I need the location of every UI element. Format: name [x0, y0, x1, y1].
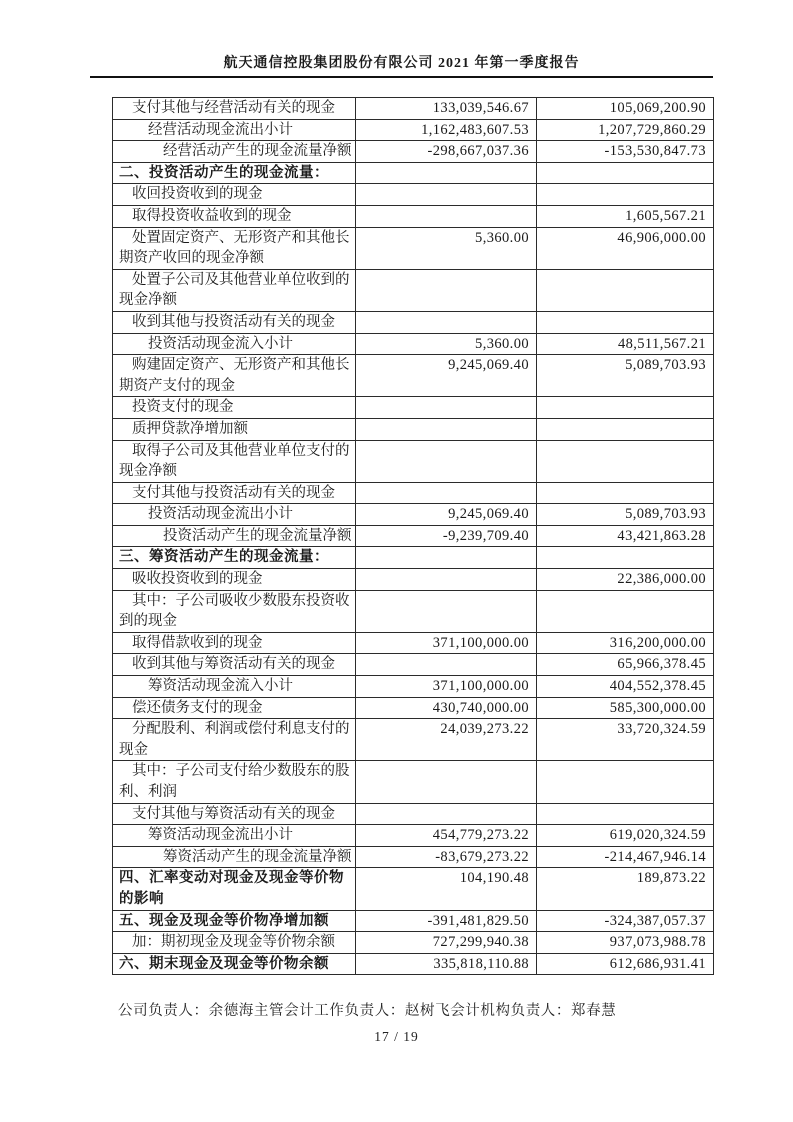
row-value-current: 133,039,546.67 [356, 98, 537, 120]
page-number: 17 / 19 [374, 1029, 419, 1044]
row-label: 三、筹资活动产生的现金流量： [113, 547, 356, 569]
row-value-current [356, 547, 537, 569]
row-value-prior: 404,552,378.45 [537, 676, 714, 698]
table-row [113, 311, 714, 333]
table-row [113, 590, 714, 632]
table-row [113, 846, 714, 868]
row-value-current: 335,818,110.88 [356, 953, 537, 975]
row-value-prior: -153,530,847.73 [537, 141, 714, 163]
row-value-current: -9,239,709.40 [356, 525, 537, 547]
table-row [113, 761, 714, 803]
row-value-current [356, 269, 537, 311]
row-label: 五、现金及现金等价物净增加额 [113, 910, 356, 932]
row-value-current: 727,299,940.38 [356, 932, 537, 954]
row-label: 四、汇率变动对现金及现金等价物的影响 [113, 868, 356, 910]
row-value-prior: 65,966,378.45 [537, 654, 714, 676]
table-row [113, 440, 714, 482]
row-label: 经营活动现金流出小计 [113, 119, 356, 141]
table-row [113, 825, 714, 847]
header-rule [90, 76, 713, 78]
row-label: 经营活动产生的现金流量净额 [113, 141, 356, 163]
table-row [113, 418, 714, 440]
table-row [113, 141, 714, 163]
row-label: 其中：子公司吸收少数股东投资收到的现金 [113, 590, 356, 632]
row-label: 分配股利、利润或偿付利息支付的现金 [113, 719, 356, 761]
row-value-current: 24,039,273.22 [356, 719, 537, 761]
row-value-prior [537, 482, 714, 504]
row-value-current: 9,245,069.40 [356, 355, 537, 397]
row-value-prior: 48,511,567.21 [537, 333, 714, 355]
row-value-prior: 5,089,703.93 [537, 355, 714, 397]
table-row [113, 569, 714, 591]
row-value-current [356, 803, 537, 825]
table-row [113, 205, 714, 227]
table-row [113, 803, 714, 825]
row-label: 取得借款收到的现金 [113, 632, 356, 654]
table-row [113, 910, 714, 932]
row-value-prior: 612,686,931.41 [537, 953, 714, 975]
row-value-prior [537, 162, 714, 184]
table-row [113, 932, 714, 954]
table-row [113, 525, 714, 547]
row-value-current [356, 654, 537, 676]
table-row [113, 184, 714, 206]
cash-flow-table-body [113, 98, 714, 975]
table-row [113, 697, 714, 719]
table-row [113, 98, 714, 120]
cash-flow-table [112, 97, 714, 975]
row-value-current: -83,679,273.22 [356, 846, 537, 868]
report-title: 航天通信控股集团股份有限公司 2021 年第一季度报告 [223, 56, 580, 71]
row-label: 收到其他与筹资活动有关的现金 [113, 654, 356, 676]
row-label: 筹资活动现金流入小计 [113, 676, 356, 698]
row-value-prior: 189,873.22 [537, 868, 714, 910]
row-label: 质押贷款净增加额 [113, 418, 356, 440]
row-value-prior [537, 269, 714, 311]
row-value-prior [537, 311, 714, 333]
row-value-prior: 33,720,324.59 [537, 719, 714, 761]
row-value-current [356, 162, 537, 184]
table-row [113, 654, 714, 676]
row-label: 加：期初现金及现金等价物余额 [113, 932, 356, 954]
row-label: 投资活动产生的现金流量净额 [113, 525, 356, 547]
row-label: 处置子公司及其他营业单位收到的现金净额 [113, 269, 356, 311]
row-value-current [356, 482, 537, 504]
row-label: 其中：子公司支付给少数股东的股利、利润 [113, 761, 356, 803]
table-row [113, 504, 714, 526]
row-value-current: 1,162,483,607.53 [356, 119, 537, 141]
row-label: 收到其他与投资活动有关的现金 [113, 311, 356, 333]
row-label: 支付其他与投资活动有关的现金 [113, 482, 356, 504]
row-value-current [356, 311, 537, 333]
row-value-prior: 43,421,863.28 [537, 525, 714, 547]
row-label: 六、期末现金及现金等价物余额 [113, 953, 356, 975]
row-value-prior [537, 397, 714, 419]
row-value-current: 454,779,273.22 [356, 825, 537, 847]
row-label: 收回投资收到的现金 [113, 184, 356, 206]
table-row [113, 719, 714, 761]
row-value-prior [537, 761, 714, 803]
row-value-prior [537, 803, 714, 825]
row-value-current [356, 569, 537, 591]
row-value-current [356, 440, 537, 482]
row-value-current: -391,481,829.50 [356, 910, 537, 932]
row-label: 投资活动现金流入小计 [113, 333, 356, 355]
row-value-prior: 46,906,000.00 [537, 227, 714, 269]
row-label: 投资活动现金流出小计 [113, 504, 356, 526]
row-value-current [356, 590, 537, 632]
table-row [113, 868, 714, 910]
row-label: 支付其他与筹资活动有关的现金 [113, 803, 356, 825]
row-value-prior: 22,386,000.00 [537, 569, 714, 591]
row-label: 筹资活动现金流出小计 [113, 825, 356, 847]
row-value-prior: 585,300,000.00 [537, 697, 714, 719]
row-label: 支付其他与经营活动有关的现金 [113, 98, 356, 120]
table-row [113, 119, 714, 141]
row-value-prior [537, 590, 714, 632]
table-row [113, 676, 714, 698]
row-value-current: 371,100,000.00 [356, 676, 537, 698]
signatories-line: 公司负责人：余德海主管会计工作负责人：赵树飞会计机构负责人：郑春慧 [118, 1003, 617, 1019]
row-value-current [356, 397, 537, 419]
row-label: 取得子公司及其他营业单位支付的现金净额 [113, 440, 356, 482]
row-label: 处置固定资产、无形资产和其他长期资产收回的现金净额 [113, 227, 356, 269]
row-value-prior [537, 547, 714, 569]
row-value-current: 104,190.48 [356, 868, 537, 910]
row-value-prior: 1,207,729,860.29 [537, 119, 714, 141]
table-row [113, 162, 714, 184]
row-value-current [356, 761, 537, 803]
table-row [113, 333, 714, 355]
table-row [113, 632, 714, 654]
row-label: 吸收投资收到的现金 [113, 569, 356, 591]
row-label: 偿还债务支付的现金 [113, 697, 356, 719]
row-value-prior: 316,200,000.00 [537, 632, 714, 654]
row-value-current: 9,245,069.40 [356, 504, 537, 526]
row-value-current [356, 205, 537, 227]
row-label: 投资支付的现金 [113, 397, 356, 419]
row-value-current [356, 418, 537, 440]
table-row [113, 269, 714, 311]
table-row [113, 953, 714, 975]
row-value-prior: 937,073,988.78 [537, 932, 714, 954]
row-label: 取得投资收益收到的现金 [113, 205, 356, 227]
table-row [113, 227, 714, 269]
row-value-prior: 619,020,324.59 [537, 825, 714, 847]
row-value-prior [537, 440, 714, 482]
table-row [113, 547, 714, 569]
row-value-prior: 5,089,703.93 [537, 504, 714, 526]
table-row [113, 482, 714, 504]
row-value-current: 430,740,000.00 [356, 697, 537, 719]
row-value-prior: 1,605,567.21 [537, 205, 714, 227]
row-value-current: -298,667,037.36 [356, 141, 537, 163]
row-label: 筹资活动产生的现金流量净额 [113, 846, 356, 868]
row-value-current: 5,360.00 [356, 333, 537, 355]
row-value-current [356, 184, 537, 206]
row-value-prior: -324,387,057.37 [537, 910, 714, 932]
row-label: 购建固定资产、无形资产和其他长期资产支付的现金 [113, 355, 356, 397]
row-value-prior: 105,069,200.90 [537, 98, 714, 120]
table-row [113, 355, 714, 397]
row-value-prior [537, 418, 714, 440]
row-value-current: 5,360.00 [356, 227, 537, 269]
table-row [113, 397, 714, 419]
row-value-prior: -214,467,946.14 [537, 846, 714, 868]
row-value-prior [537, 184, 714, 206]
row-value-current: 371,100,000.00 [356, 632, 537, 654]
row-label: 二、投资活动产生的现金流量： [113, 162, 356, 184]
